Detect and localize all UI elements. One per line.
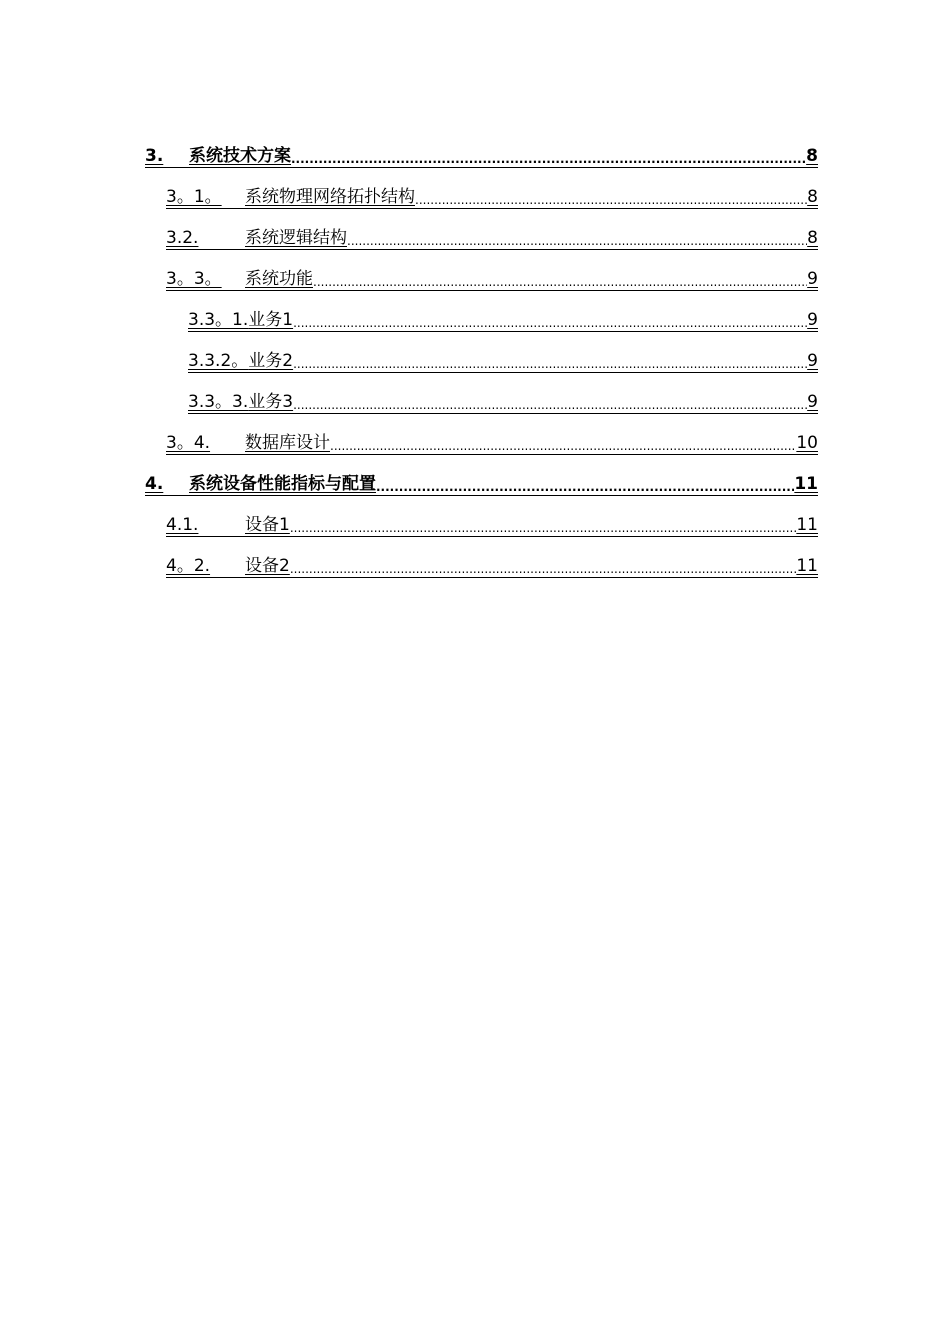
dot-leader — [330, 433, 796, 453]
toc-entry-page: 11 — [796, 556, 818, 576]
toc-entry-3-1[interactable] — [145, 169, 818, 210]
toc-entry-4-1[interactable] — [145, 497, 818, 538]
dot-leader — [347, 228, 807, 248]
toc-entry-page: 11 — [796, 515, 818, 535]
toc-entry-title: 系统逻辑结构 — [245, 228, 347, 248]
toc-entry-number: 3。3。 — [166, 269, 222, 289]
toc-entry-page: 8 — [807, 228, 818, 248]
toc-entry-page: 11 — [794, 474, 818, 494]
dot-leader — [291, 146, 806, 166]
toc-entry-title: 系统物理网络拓扑结构 — [245, 187, 415, 207]
dot-leader — [376, 474, 794, 494]
toc-entry-number: 4. — [145, 474, 164, 494]
dot-leader — [415, 187, 807, 207]
toc-entry-title: 系统功能 — [245, 269, 313, 289]
dot-leader — [293, 351, 807, 371]
toc-entry-title: 业务3 — [248, 392, 294, 412]
toc-entry-number: 3.3.2。 — [188, 351, 249, 371]
toc-entry-3-3-2[interactable] — [145, 333, 818, 374]
toc-entry-page: 9 — [807, 269, 818, 289]
toc-entry-page: 9 — [807, 310, 818, 330]
toc-entry-title: 设备2 — [245, 556, 290, 576]
dot-leader — [290, 556, 797, 576]
dot-leader — [313, 269, 807, 289]
toc-entry-number: 4.1. — [166, 515, 199, 535]
toc-entry-3[interactable] — [145, 128, 818, 169]
toc-entry-page: 9 — [807, 392, 818, 412]
toc-entry-number: 4。2. — [166, 556, 211, 576]
dot-leader — [290, 515, 797, 535]
toc-entry-title: 业务1 — [248, 310, 294, 330]
toc-entry-3-3[interactable] — [145, 251, 818, 292]
toc-entry-title: 系统技术方案 — [189, 146, 291, 166]
toc-entry-3-4[interactable] — [145, 415, 818, 456]
dot-leader — [293, 392, 807, 412]
toc-entry-page: 8 — [806, 146, 818, 166]
dot-leader — [293, 310, 807, 330]
toc-entry-page: 10 — [796, 433, 818, 453]
toc-entry-page: 9 — [807, 351, 818, 371]
table-of-contents — [145, 128, 818, 579]
toc-entry-number: 3。1。 — [166, 187, 222, 207]
toc-entry-4[interactable] — [145, 456, 818, 497]
toc-entry-3-3-3[interactable] — [145, 374, 818, 415]
toc-entry-number: 3.2. — [166, 228, 199, 248]
toc-entry-3-3-1[interactable] — [145, 292, 818, 333]
toc-entry-title: 数据库设计 — [245, 433, 330, 453]
toc-entry-number: 3.3。3. — [188, 392, 249, 412]
toc-entry-number: 3. — [145, 146, 164, 166]
toc-entry-3-2[interactable] — [145, 210, 818, 251]
toc-entry-title: 业务2 — [248, 351, 294, 371]
toc-entry-number: 3.3。1. — [188, 310, 249, 330]
toc-entry-title: 系统设备性能指标与配置 — [189, 474, 376, 494]
toc-entry-4-2[interactable] — [145, 538, 818, 579]
toc-entry-page: 8 — [807, 187, 818, 207]
toc-entry-number: 3。4. — [166, 433, 211, 453]
toc-entry-title: 设备1 — [245, 515, 290, 535]
